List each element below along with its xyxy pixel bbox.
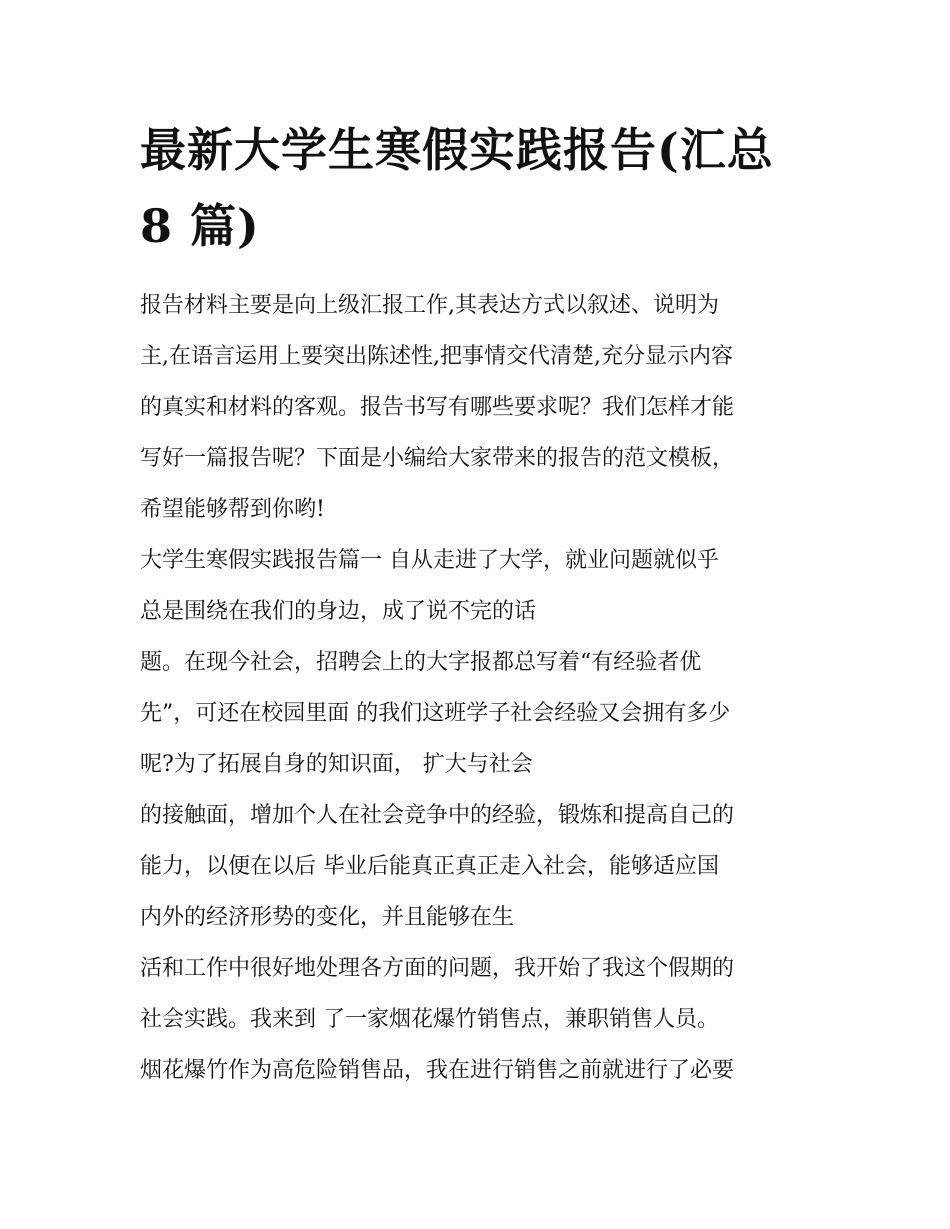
body-line: 内外的经济形势的变化，并且能够在生 [140, 905, 515, 930]
body-line: 总是围绕在我们的身边，成了说不完的话 [140, 599, 537, 624]
title-line: 最新大学生寒假实践报告(汇总 [140, 123, 774, 177]
title-line: 8 篇) [140, 199, 260, 253]
body-line: 的真实和材料的客观。报告书写有哪些要求呢？我们怎样才能 [140, 395, 735, 420]
body-line: 希望能够帮到你哟! [140, 497, 325, 522]
body-line: 报告材料主要是向上级汇报工作,其表达方式以叙述、说明为 [140, 293, 719, 318]
body-line: 先”，可还在校园里面 的我们这班学子社会经验又会拥有多少 [140, 701, 731, 726]
body-line: 主,在语言运用上要突出陈述性,把事情交代清楚,充分显示内容 [140, 344, 733, 369]
document-title [140, 112, 820, 264]
body-line: 活和工作中很好地处理各方面的问题，我开始了我这个假期的 [140, 956, 735, 981]
body-line: 烟花爆竹作为高危险销售品，我在进行销售之前就进行了必要 [140, 1058, 735, 1083]
body-line: 题。在现今社会，招聘会上的大字报都总写着“有经验者优 [140, 650, 702, 675]
document-body [140, 280, 840, 1096]
body-line: 呢?为了拓展自身的知识面， 扩大与社会 [140, 752, 533, 777]
body-line: 能力，以便在以后 毕业后能真正真正走入社会，能够适应国 [140, 854, 719, 879]
body-line: 大学生寒假实践报告篇一 自从走进了大学，就业问题就似乎 [140, 548, 719, 573]
body-line: 的接触面，增加个人在社会竞争中的经验，锻炼和提高自己的 [140, 803, 735, 828]
body-line: 写好一篇报告呢？下面是小编给大家带来的报告的范文模板， [140, 446, 735, 471]
body-line: 社会实践。我来到 了一家烟花爆竹销售点，兼职销售人员。 [140, 1007, 719, 1032]
